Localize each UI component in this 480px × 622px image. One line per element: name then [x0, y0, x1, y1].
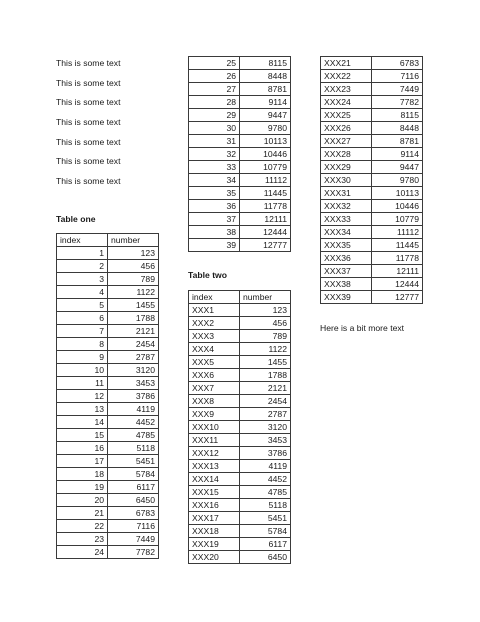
number-cell: 7782: [372, 96, 423, 109]
table-row: [57, 377, 159, 390]
table-row: [189, 434, 291, 447]
number-cell: 10446: [240, 148, 291, 161]
index-cell: 18: [57, 468, 108, 481]
table-row: [321, 122, 423, 135]
index-cell: 5: [57, 299, 108, 312]
number-cell: 5451: [240, 512, 291, 525]
number-cell: 8115: [372, 109, 423, 122]
table-row: [57, 416, 159, 429]
index-cell: XXX27: [321, 135, 372, 148]
number-cell: 7449: [372, 83, 423, 96]
number-cell: 3786: [108, 390, 159, 403]
number-cell: 12111: [372, 265, 423, 278]
index-cell: 2: [57, 260, 108, 273]
table-row: [57, 468, 159, 481]
number-cell: 9447: [372, 161, 423, 174]
table-row: [189, 57, 291, 70]
number-cell: 4452: [108, 416, 159, 429]
index-cell: 19: [57, 481, 108, 494]
table-row: [189, 304, 291, 317]
number-cell: 1455: [240, 356, 291, 369]
body-paragraph: This is some text: [56, 176, 121, 186]
table-row: [189, 70, 291, 83]
table-row: [189, 213, 291, 226]
number-cell: 4785: [108, 429, 159, 442]
index-cell: XXX26: [321, 122, 372, 135]
table-two: [188, 290, 291, 564]
table-row: [57, 455, 159, 468]
table-row: [189, 96, 291, 109]
number-cell: 4785: [240, 486, 291, 499]
index-cell: XXX13: [189, 460, 240, 473]
table-header-row: [189, 291, 291, 304]
number-cell: 7116: [372, 70, 423, 83]
index-cell: XXX12: [189, 447, 240, 460]
table-row: [321, 109, 423, 122]
number-cell: 1122: [108, 286, 159, 299]
index-cell: XXX30: [321, 174, 372, 187]
table-row: [189, 161, 291, 174]
number-cell: 3120: [240, 421, 291, 434]
number-cell: 8781: [240, 83, 291, 96]
index-cell: 23: [57, 533, 108, 546]
number-cell: 10779: [240, 161, 291, 174]
number-cell: 12444: [372, 278, 423, 291]
index-cell: 13: [57, 403, 108, 416]
table-row: [189, 447, 291, 460]
table-row: [57, 299, 159, 312]
table-row: [189, 395, 291, 408]
table-row: [189, 83, 291, 96]
number-cell: 8448: [372, 122, 423, 135]
table-row: [321, 278, 423, 291]
table-row: [321, 226, 423, 239]
number-cell: 3453: [240, 434, 291, 447]
column-header-index: index: [189, 291, 240, 304]
index-cell: 35: [189, 187, 240, 200]
number-cell: 1455: [108, 299, 159, 312]
index-cell: 37: [189, 213, 240, 226]
index-cell: XXX4: [189, 343, 240, 356]
number-cell: 12444: [240, 226, 291, 239]
number-cell: 11112: [372, 226, 423, 239]
number-cell: 1788: [108, 312, 159, 325]
number-cell: 4119: [240, 460, 291, 473]
index-cell: XXX36: [321, 252, 372, 265]
index-cell: XXX22: [321, 70, 372, 83]
index-cell: 27: [189, 83, 240, 96]
table-row: [57, 429, 159, 442]
index-cell: 30: [189, 122, 240, 135]
index-cell: XXX28: [321, 148, 372, 161]
number-cell: 10113: [372, 187, 423, 200]
index-cell: XXX7: [189, 382, 240, 395]
index-cell: 29: [189, 109, 240, 122]
table-one: [56, 233, 159, 559]
index-cell: XXX34: [321, 226, 372, 239]
number-cell: 123: [240, 304, 291, 317]
number-cell: 12777: [240, 239, 291, 252]
index-cell: 36: [189, 200, 240, 213]
number-cell: 11445: [372, 239, 423, 252]
index-cell: 33: [189, 161, 240, 174]
index-cell: XXX39: [321, 291, 372, 304]
table-row: [321, 57, 423, 70]
table-row: [321, 148, 423, 161]
table-row: [57, 286, 159, 299]
index-cell: 32: [189, 148, 240, 161]
table-row: [57, 520, 159, 533]
index-cell: 15: [57, 429, 108, 442]
number-cell: 7116: [108, 520, 159, 533]
index-cell: XXX18: [189, 525, 240, 538]
table-row: [189, 408, 291, 421]
table-two-heading: Table two: [188, 270, 227, 280]
table-row: [189, 473, 291, 486]
table-row: [321, 265, 423, 278]
index-cell: XXX20: [189, 551, 240, 564]
table-row: [189, 512, 291, 525]
index-cell: XXX14: [189, 473, 240, 486]
table-row: [189, 187, 291, 200]
table-row: [189, 148, 291, 161]
number-cell: 6117: [240, 538, 291, 551]
table-row: [189, 382, 291, 395]
index-cell: XXX8: [189, 395, 240, 408]
index-cell: XXX6: [189, 369, 240, 382]
number-cell: 2787: [240, 408, 291, 421]
index-cell: 3: [57, 273, 108, 286]
number-cell: 1788: [240, 369, 291, 382]
table-row: [189, 499, 291, 512]
table-row: [321, 239, 423, 252]
index-cell: 14: [57, 416, 108, 429]
table-row: [189, 551, 291, 564]
index-cell: 6: [57, 312, 108, 325]
index-cell: 9: [57, 351, 108, 364]
index-cell: XXX1: [189, 304, 240, 317]
index-cell: 20: [57, 494, 108, 507]
table-header-row: [57, 234, 159, 247]
table-row: [189, 486, 291, 499]
number-cell: 11112: [240, 174, 291, 187]
column-header-number: number: [108, 234, 159, 247]
number-cell: 8448: [240, 70, 291, 83]
number-cell: 2454: [240, 395, 291, 408]
number-cell: 3786: [240, 447, 291, 460]
index-cell: 1: [57, 247, 108, 260]
index-cell: XXX3: [189, 330, 240, 343]
table-row: [57, 247, 159, 260]
table-row: [57, 403, 159, 416]
table-row: [321, 252, 423, 265]
index-cell: XXX31: [321, 187, 372, 200]
index-cell: 8: [57, 338, 108, 351]
number-cell: 11445: [240, 187, 291, 200]
number-cell: 8115: [240, 57, 291, 70]
index-cell: XXX15: [189, 486, 240, 499]
index-cell: XXX10: [189, 421, 240, 434]
table-row: [57, 364, 159, 377]
index-cell: XXX35: [321, 239, 372, 252]
index-cell: XXX11: [189, 434, 240, 447]
body-paragraph: This is some text: [56, 58, 121, 68]
table-row: [57, 325, 159, 338]
table-row: [57, 260, 159, 273]
index-cell: 28: [189, 96, 240, 109]
table-row: [57, 390, 159, 403]
index-cell: XXX24: [321, 96, 372, 109]
index-cell: XXX9: [189, 408, 240, 421]
table-row: [321, 187, 423, 200]
number-cell: 9447: [240, 109, 291, 122]
index-cell: 10: [57, 364, 108, 377]
table-row: [321, 83, 423, 96]
table-row: [189, 122, 291, 135]
number-cell: 3453: [108, 377, 159, 390]
number-cell: 123: [108, 247, 159, 260]
table-row: [57, 338, 159, 351]
number-cell: 1122: [240, 343, 291, 356]
index-cell: 11: [57, 377, 108, 390]
table-row: [189, 525, 291, 538]
table-row: [57, 273, 159, 286]
number-cell: 2121: [108, 325, 159, 338]
number-cell: 9114: [372, 148, 423, 161]
table-row: [189, 330, 291, 343]
index-cell: 16: [57, 442, 108, 455]
number-cell: 10113: [240, 135, 291, 148]
number-cell: 7449: [108, 533, 159, 546]
table-row: [321, 135, 423, 148]
closing-paragraph: Here is a bit more text: [320, 323, 405, 333]
index-cell: XXX38: [321, 278, 372, 291]
column-header-number: number: [240, 291, 291, 304]
table-row: [189, 109, 291, 122]
table-one-continued: [188, 56, 291, 252]
number-cell: 2454: [108, 338, 159, 351]
number-cell: 9780: [372, 174, 423, 187]
table-two-continued: [320, 56, 423, 304]
table-row: [189, 421, 291, 434]
index-cell: XXX37: [321, 265, 372, 278]
number-cell: 2787: [108, 351, 159, 364]
index-cell: XXX5: [189, 356, 240, 369]
index-cell: XXX17: [189, 512, 240, 525]
index-cell: XXX21: [321, 57, 372, 70]
table-row: [57, 481, 159, 494]
number-cell: 789: [108, 273, 159, 286]
index-cell: 26: [189, 70, 240, 83]
number-cell: 4452: [240, 473, 291, 486]
index-cell: XXX33: [321, 213, 372, 226]
table-row: [321, 174, 423, 187]
table-row: [189, 369, 291, 382]
table-row: [321, 161, 423, 174]
table-row: [321, 213, 423, 226]
table-row: [321, 96, 423, 109]
table-row: [189, 239, 291, 252]
number-cell: 11778: [240, 200, 291, 213]
body-paragraph: This is some text: [56, 97, 121, 107]
table-row: [189, 317, 291, 330]
table-row: [189, 538, 291, 551]
number-cell: 5451: [108, 455, 159, 468]
index-cell: 38: [189, 226, 240, 239]
table-row: [57, 312, 159, 325]
index-cell: XXX32: [321, 200, 372, 213]
number-cell: 456: [240, 317, 291, 330]
index-cell: 17: [57, 455, 108, 468]
number-cell: 5118: [108, 442, 159, 455]
table-one-heading: Table one: [56, 214, 96, 224]
table-row: [57, 494, 159, 507]
number-cell: 9114: [240, 96, 291, 109]
index-cell: 39: [189, 239, 240, 252]
body-paragraph: This is some text: [56, 156, 121, 166]
body-paragraph: This is some text: [56, 137, 121, 147]
number-cell: 6117: [108, 481, 159, 494]
index-cell: 7: [57, 325, 108, 338]
number-cell: 12777: [372, 291, 423, 304]
table-row: [189, 343, 291, 356]
number-cell: 4119: [108, 403, 159, 416]
table-row: [57, 507, 159, 520]
body-paragraph: This is some text: [56, 117, 121, 127]
number-cell: 6783: [372, 57, 423, 70]
number-cell: 3120: [108, 364, 159, 377]
index-cell: 31: [189, 135, 240, 148]
number-cell: 5118: [240, 499, 291, 512]
number-cell: 789: [240, 330, 291, 343]
table-row: [189, 226, 291, 239]
number-cell: 8781: [372, 135, 423, 148]
table-row: [189, 200, 291, 213]
table-row: [321, 200, 423, 213]
number-cell: 12111: [240, 213, 291, 226]
table-row: [57, 533, 159, 546]
index-cell: XXX19: [189, 538, 240, 551]
number-cell: 10446: [372, 200, 423, 213]
table-row: [321, 70, 423, 83]
index-cell: XXX29: [321, 161, 372, 174]
number-cell: 7782: [108, 546, 159, 559]
number-cell: 6450: [108, 494, 159, 507]
index-cell: 12: [57, 390, 108, 403]
number-cell: 6783: [108, 507, 159, 520]
index-cell: XXX2: [189, 317, 240, 330]
index-cell: XXX25: [321, 109, 372, 122]
table-row: [57, 546, 159, 559]
number-cell: 5784: [108, 468, 159, 481]
index-cell: 25: [189, 57, 240, 70]
index-cell: 24: [57, 546, 108, 559]
table-row: [189, 174, 291, 187]
index-cell: 4: [57, 286, 108, 299]
body-paragraph: This is some text: [56, 78, 121, 88]
number-cell: 6450: [240, 551, 291, 564]
number-cell: 456: [108, 260, 159, 273]
number-cell: 2121: [240, 382, 291, 395]
table-row: [189, 460, 291, 473]
number-cell: 11778: [372, 252, 423, 265]
index-cell: 22: [57, 520, 108, 533]
index-cell: 21: [57, 507, 108, 520]
index-cell: XXX16: [189, 499, 240, 512]
table-row: [57, 442, 159, 455]
table-row: [57, 351, 159, 364]
table-row: [189, 135, 291, 148]
number-cell: 9780: [240, 122, 291, 135]
number-cell: 10779: [372, 213, 423, 226]
index-cell: 34: [189, 174, 240, 187]
index-cell: XXX23: [321, 83, 372, 96]
column-header-index: index: [57, 234, 108, 247]
table-row: [189, 356, 291, 369]
table-row: [321, 291, 423, 304]
number-cell: 5784: [240, 525, 291, 538]
